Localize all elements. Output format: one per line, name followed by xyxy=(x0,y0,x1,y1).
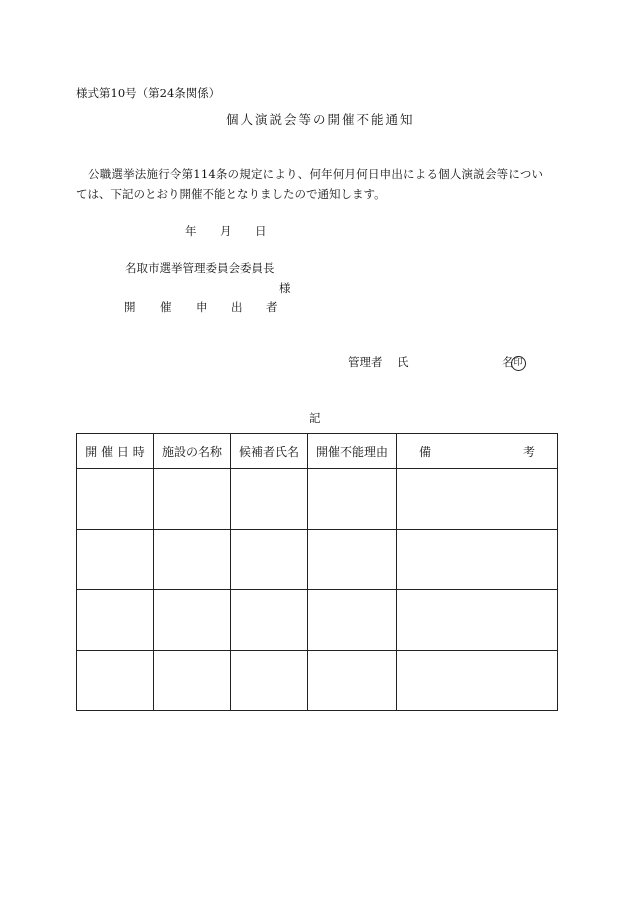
honorific: 様 xyxy=(279,281,291,295)
remarks-char-1: 備 xyxy=(419,444,432,459)
manager-shi: 氏 xyxy=(397,355,409,369)
table-cell xyxy=(231,590,308,651)
header-datetime: 開 催 日 時 xyxy=(77,434,154,469)
schedule-table xyxy=(76,433,558,711)
table-cell xyxy=(308,650,397,711)
table-cell xyxy=(77,529,154,590)
table-cell xyxy=(154,469,231,530)
header-facility: 施設の名称 xyxy=(154,434,231,469)
form-number: 様式第10号（第24条関係） xyxy=(76,86,221,100)
table-cell xyxy=(231,469,308,530)
table-row xyxy=(77,469,558,530)
addressee: 名取市選挙管理委員会委員長 xyxy=(125,261,275,275)
table-cell xyxy=(397,529,558,590)
table-cell xyxy=(397,650,558,711)
table-cell xyxy=(397,590,558,651)
table-cell xyxy=(308,590,397,651)
table-row xyxy=(77,529,558,590)
applicant-char-3: 申 xyxy=(196,300,208,314)
applicant-char-5: 者 xyxy=(266,300,278,314)
applicant-char-2: 催 xyxy=(160,300,172,314)
date-day: 日 xyxy=(255,224,267,238)
manager-mei xyxy=(502,354,526,371)
body-text-line-2: ては、下記のとおり開催不能となりましたので通知します。 xyxy=(76,187,386,201)
document-title: 個人演説会等の開催不能通知 xyxy=(226,112,415,127)
applicant-char-4: 出 xyxy=(231,300,243,314)
header-remarks xyxy=(397,434,558,469)
date-year: 年 xyxy=(185,224,197,238)
body-text-line-1: 公職選挙法施行令第114条の規定により、何年何月何日申出による個人演説会等につい xyxy=(88,167,544,181)
seal-mark: 印 xyxy=(511,356,526,371)
table-cell xyxy=(154,650,231,711)
table-cell xyxy=(397,469,558,530)
date-month: 月 xyxy=(220,224,232,238)
table-cell xyxy=(77,469,154,530)
table-cell xyxy=(308,469,397,530)
table-row xyxy=(77,650,558,711)
remarks-char-2: 考 xyxy=(522,444,535,459)
table-header-row xyxy=(77,434,558,469)
table-cell xyxy=(77,590,154,651)
table-cell xyxy=(231,650,308,711)
applicant-char-1: 開 xyxy=(124,300,136,314)
header-reason: 開催不能理由 xyxy=(308,434,397,469)
manager-mei-label: 名 xyxy=(502,355,514,369)
table-row xyxy=(77,590,558,651)
table-cell xyxy=(231,529,308,590)
ki-label: 記 xyxy=(309,411,321,425)
table-cell xyxy=(308,529,397,590)
manager-label: 管理者 xyxy=(348,355,383,369)
table-cell xyxy=(77,650,154,711)
table-cell xyxy=(154,529,231,590)
header-candidate: 候補者氏名 xyxy=(231,434,308,469)
table-cell xyxy=(154,590,231,651)
